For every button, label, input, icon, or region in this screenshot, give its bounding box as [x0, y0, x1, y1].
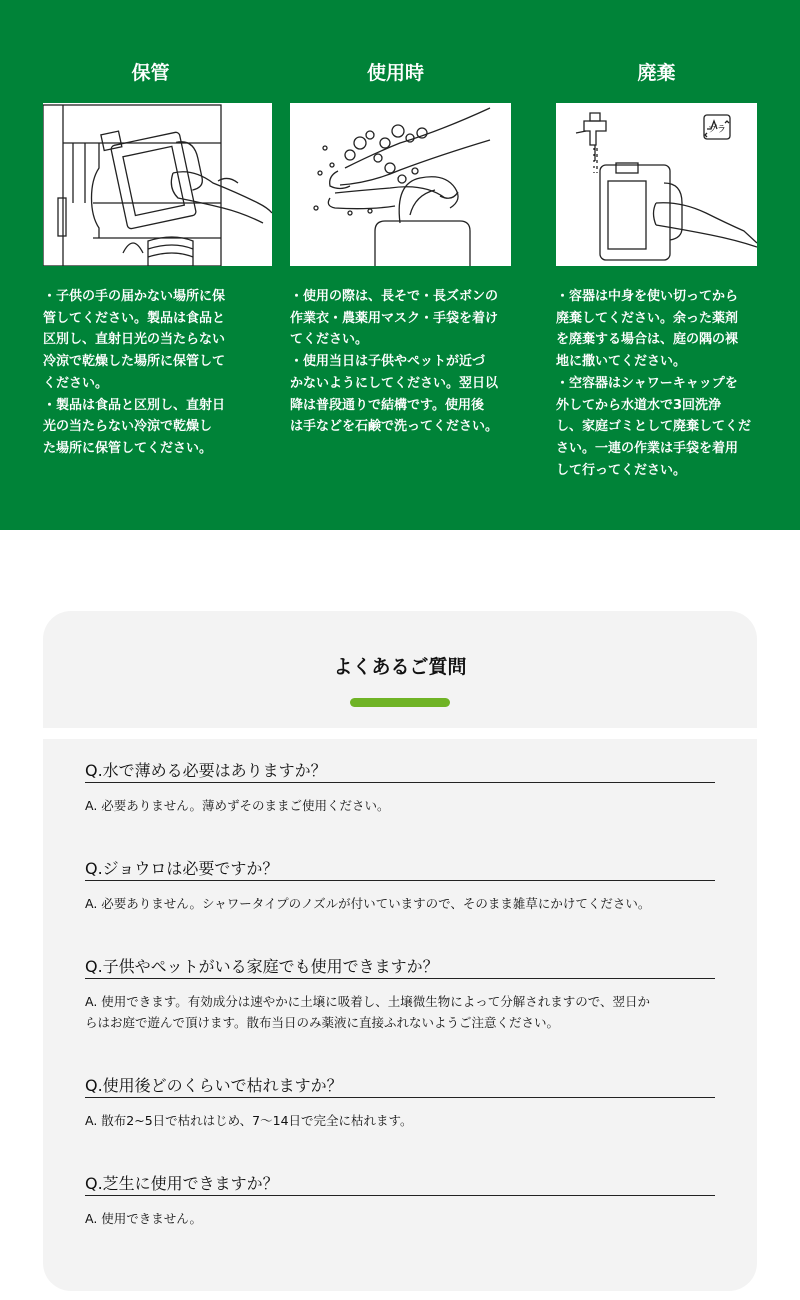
faq-item: [85, 761, 715, 816]
disposal-title: 廃棄: [637, 62, 676, 84]
faq-title-underline: [350, 698, 450, 707]
faq-question: Q.水で薄める必要はありますか？: [85, 761, 715, 783]
usage-section: [0, 0, 800, 530]
bottle-in-cabinet-illustration: [43, 103, 272, 266]
faq-item: [85, 1076, 715, 1131]
storage-text: ・子供の手の届かない場所に保 管してください。製品は食品と 区別し、直射日光の当たらない 冷涼で乾燥した場所に保管して ください。 ・製品は食品と区別し、直射日 光の当たらない冷涼で乾燥し た場所に保管してください。: [43, 289, 226, 456]
faq-question: Q.子供やペットがいる家庭でも使用できますか？: [85, 957, 715, 979]
bottle-under-faucet-illustration: [556, 103, 757, 266]
disposal-text: ・容器は中身を使い切ってから 廃棄してください。余った薬剤 を廃棄する場合は、庭の隅の裸 地に撒いてください。 ・空容器はシャワーキャップを 外してから水道水で3回洗浄 し、家庭ゴミとして廃棄してくだ さい。一連の作業は手袋を着用 して行ってください。: [556, 289, 752, 478]
faq-question: Q.使用後どのくらいで枯れますか？: [85, 1076, 715, 1098]
faq-answer: A. 使用できません。: [85, 1211, 203, 1226]
faq-answer: A. 使用できます。有効成分は速やかに土壌に吸着し、土壌微生物によって分解されますので、翌日か らはお庭で遊んで頂けます。散布当日のみ薬液に直接ふれないようご注意ください。: [85, 994, 651, 1030]
faq-header-divider: [43, 728, 757, 739]
usage-text: ・使用の際は、長そで・長ズボンの 作業衣・農薬用マスク・手袋を着け てください。 ・使用当日は子供やペットが近づ かないようにしてください。翌日以 降は普段通りで結構です。使用後 は手などを石鹸で洗ってください。: [290, 289, 499, 435]
faq-answer: A. 必要ありません。シャワータイプのノズルが付いていますので、そのまま雑草にかけてください。: [85, 896, 651, 911]
hand-washing-illustration: [290, 103, 511, 266]
faq-question: Q.ジョウロは必要ですか？: [85, 859, 715, 881]
faq-item: [85, 859, 715, 914]
faq-answer: A. 散布2~5日で枯れはじめ、7〜14日で完全に枯れます。: [85, 1113, 413, 1128]
faq-title: よくあるご質問: [333, 656, 467, 678]
faq-item: [85, 1174, 715, 1229]
faq-question: Q.芝生に使用できますか？: [85, 1174, 715, 1196]
faq-answer: A. 必要ありません。薄めずそのままご使用ください。: [85, 798, 390, 813]
recycle-mark-label: プラ: [707, 125, 727, 135]
usage-title: 使用時: [366, 62, 424, 84]
faq-item: [85, 957, 715, 1033]
storage-title: 保管: [131, 62, 170, 84]
